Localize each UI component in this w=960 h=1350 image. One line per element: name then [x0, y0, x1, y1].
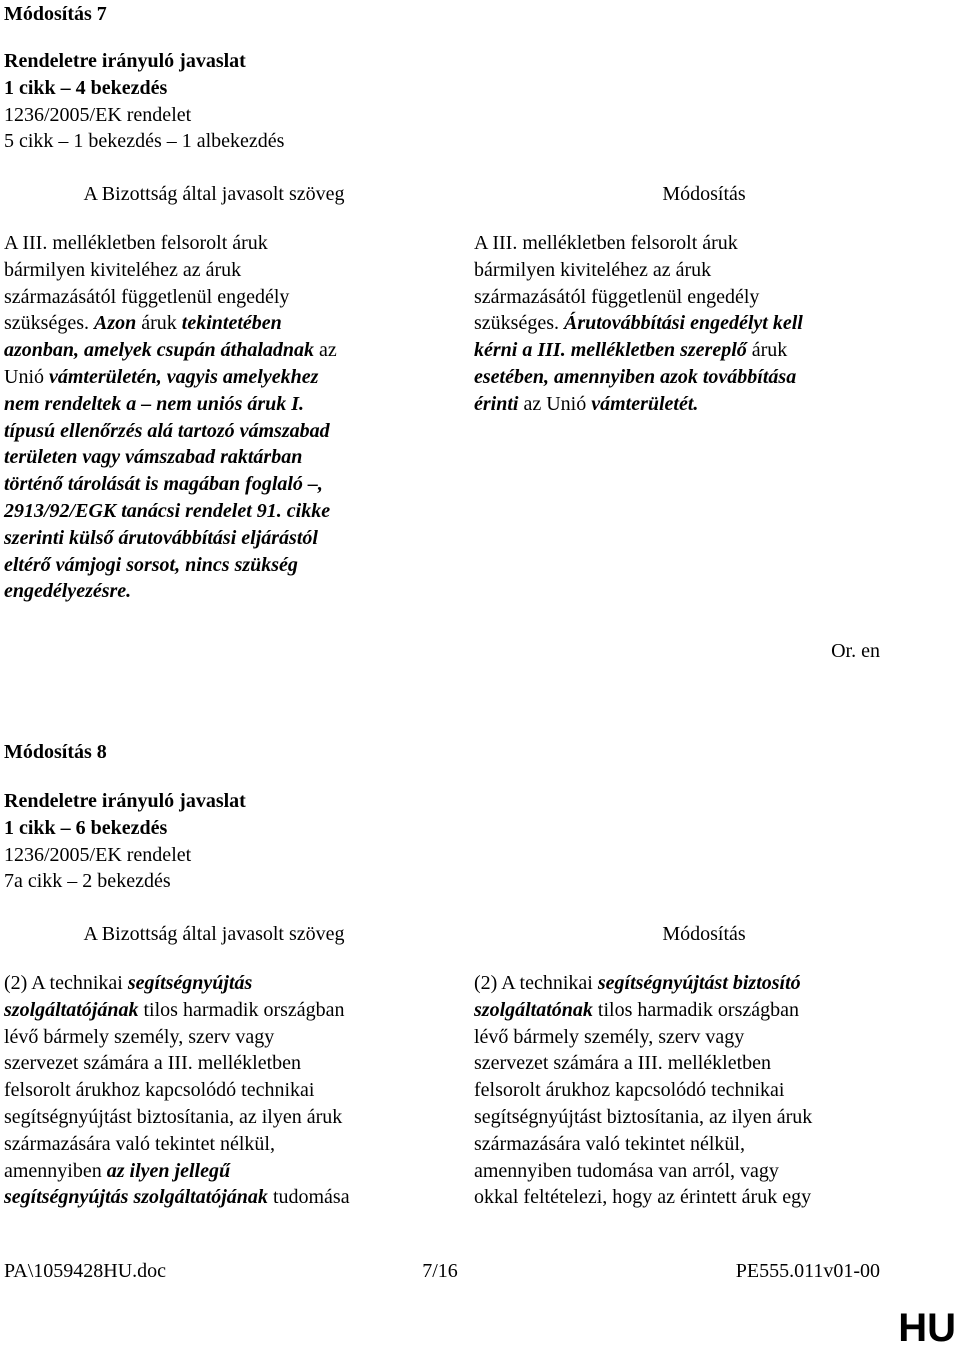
text-segment: (2) A technikai	[474, 972, 598, 994]
text-segment: amennyiben	[4, 1159, 107, 1182]
ref-line: 7a cikk – 2 bekezdés	[4, 870, 171, 893]
text-segment: szükséges.	[4, 312, 94, 335]
text-segment: bármilyen kiviteléhez az áruk	[474, 258, 712, 281]
text-segment: áruk	[136, 312, 182, 335]
text-segment: segítségnyújtás szolgáltatójának	[4, 1186, 268, 1209]
text-segment: szervezet számára a III. mellékletben	[4, 1052, 302, 1075]
text-line	[474, 997, 934, 1024]
text-segment: az Unió	[518, 392, 592, 415]
amendment-7-reference	[4, 48, 284, 155]
text-line	[4, 284, 424, 311]
text-segment: az	[314, 339, 337, 362]
text-segment: lévő bármely személy, szerv vagy	[474, 1025, 745, 1048]
text-line	[4, 364, 424, 391]
amendment-7-commission-text	[4, 230, 424, 605]
text-segment: típusú ellenőrzés alá tartozó vámszabad	[4, 419, 330, 442]
amendment-7-amended-text	[474, 230, 934, 418]
footer-page-number: 7/16	[422, 1260, 458, 1282]
text-line	[4, 498, 424, 525]
text-line	[4, 1104, 424, 1131]
text-segment: származásától függetlenül engedély	[474, 285, 760, 308]
text-line	[4, 1024, 424, 1051]
ref-line: Rendeletre irányuló javaslat	[4, 790, 246, 812]
text-segment: szolgáltatójának	[4, 998, 139, 1021]
amendment-7-title: Módosítás 7	[4, 3, 107, 25]
amendment-8-commission-text	[4, 970, 424, 1211]
text-segment: A III. mellékletben felsorolt áruk	[474, 232, 738, 254]
text-segment: tekintetében	[181, 312, 282, 335]
text-segment: segítségnyújtást biztosítania, az ilyen áruk	[474, 1105, 813, 1128]
text-line	[4, 1184, 424, 1211]
text-segment: esetében, amennyiben azok továbbítása	[474, 365, 797, 388]
text-segment: Unió	[4, 365, 49, 388]
text-line	[4, 310, 424, 337]
footer-reference-code: PE555.011v01-00	[735, 1260, 880, 1282]
text-line	[4, 525, 424, 552]
text-line	[4, 391, 424, 418]
footer-document-id: PA\1059428HU.doc	[4, 1260, 167, 1282]
text-line	[4, 230, 424, 257]
text-segment: szolgáltatónak	[474, 998, 593, 1021]
text-line	[474, 310, 934, 337]
text-line	[474, 364, 934, 391]
ref-line: 5 cikk – 1 bekezdés – 1 albekezdés	[4, 130, 285, 153]
amendment-8-amended-text	[474, 970, 934, 1211]
text-segment: eltérő vámjogi sorsot, nincs szükség	[4, 553, 298, 576]
text-line	[4, 257, 424, 284]
text-segment: segítségnyújtást biztosítania, az ilyen áruk	[4, 1105, 343, 1128]
text-line	[474, 970, 934, 997]
text-segment: Árutovábbítási engedélyt kell	[563, 312, 803, 335]
text-line	[4, 418, 424, 445]
ref-line: 1236/2005/EK rendelet	[4, 843, 192, 866]
text-segment: A III. mellékletben felsorolt áruk	[4, 232, 268, 254]
text-line	[474, 1077, 934, 1104]
text-segment: tilos harmadik országban	[592, 998, 799, 1021]
text-line	[4, 970, 424, 997]
text-segment: azonban, amelyek csupán áthaladnak	[4, 339, 315, 362]
text-segment: szervezet számára a III. mellékletben	[474, 1052, 772, 1075]
text-line	[474, 284, 934, 311]
text-segment: 2913/92/EGK tanácsi rendelet 91. cikke	[4, 499, 331, 522]
text-segment: amennyiben tudomása van arról, vagy	[474, 1159, 779, 1182]
text-segment: vámterületét.	[591, 392, 699, 415]
ref-line: 1 cikk – 4 bekezdés	[4, 76, 168, 99]
text-segment: segítségnyújtás	[127, 972, 253, 994]
text-line	[474, 1024, 934, 1051]
amendment-8-left-heading: A Bizottság által javasolt szöveg	[83, 923, 345, 945]
text-line	[4, 1131, 424, 1158]
text-line	[474, 1158, 934, 1185]
text-line	[4, 578, 424, 605]
text-segment: történő tárolását is magában foglaló –,	[4, 473, 323, 496]
text-segment: szükséges.	[474, 312, 564, 335]
text-line	[4, 1077, 424, 1104]
text-line	[4, 552, 424, 579]
text-line	[474, 257, 934, 284]
text-line	[474, 337, 934, 364]
text-segment: származására való tekintet nélkül,	[474, 1132, 745, 1155]
text-segment: tilos harmadik országban	[138, 998, 345, 1021]
text-line	[474, 391, 934, 418]
ref-line: 1 cikk – 6 bekezdés	[4, 816, 168, 839]
original-language: Or. en	[831, 640, 880, 662]
text-segment: Azon	[93, 312, 137, 335]
text-segment: kérni a III. mellékletben szereplő	[474, 339, 747, 362]
text-segment: szerinti külső árutovábbítási eljárástól	[4, 526, 318, 549]
amendment-8-reference	[4, 788, 246, 895]
text-segment: engedélyezésre.	[4, 580, 132, 603]
text-segment: érinti	[474, 392, 519, 415]
text-segment: felsorolt árukhoz kapcsolódó technikai	[474, 1079, 785, 1102]
text-segment: származásától függetlenül engedély	[4, 285, 290, 308]
text-segment: (2) A technikai	[4, 972, 128, 994]
amendment-8-title: Módosítás 8	[4, 741, 107, 763]
text-segment: tudomása	[267, 1186, 350, 1209]
text-segment: lévő bármely személy, szerv vagy	[4, 1025, 275, 1048]
amendment-7-right-heading: Módosítás	[662, 183, 746, 205]
text-line	[474, 230, 934, 257]
text-segment: az ilyen jellegű	[106, 1159, 231, 1182]
amendment-8-right-heading: Módosítás	[662, 923, 746, 945]
text-line	[4, 471, 424, 498]
ref-line: Rendeletre irányuló javaslat	[4, 50, 246, 72]
text-line	[4, 997, 424, 1024]
text-line	[4, 444, 424, 471]
text-segment: segítségnyújtást biztosító	[597, 972, 801, 994]
ref-line: 1236/2005/EK rendelet	[4, 103, 192, 126]
text-segment: származására való tekintet nélkül,	[4, 1132, 275, 1155]
text-line	[4, 337, 424, 364]
text-line	[474, 1104, 934, 1131]
text-segment: területen vagy vámszabad raktárban	[4, 446, 303, 469]
text-line	[474, 1050, 934, 1077]
text-segment: áruk	[746, 339, 788, 362]
text-line	[474, 1131, 934, 1158]
text-segment: okkal feltételezi, hogy az érintett áruk egy	[474, 1186, 812, 1209]
text-segment: bármilyen kiviteléhez az áruk	[4, 258, 242, 281]
text-line	[4, 1050, 424, 1077]
footer-language-code: HU	[898, 1306, 956, 1350]
text-line	[4, 1158, 424, 1185]
amendment-7-left-heading: A Bizottság által javasolt szöveg	[83, 183, 345, 205]
text-segment: felsorolt árukhoz kapcsolódó technikai	[4, 1079, 315, 1102]
text-segment: nem rendeltek a – nem uniós áruk I.	[4, 392, 305, 415]
text-line	[474, 1184, 934, 1211]
text-segment: vámterületén, vagyis amelyekhez	[49, 365, 319, 388]
